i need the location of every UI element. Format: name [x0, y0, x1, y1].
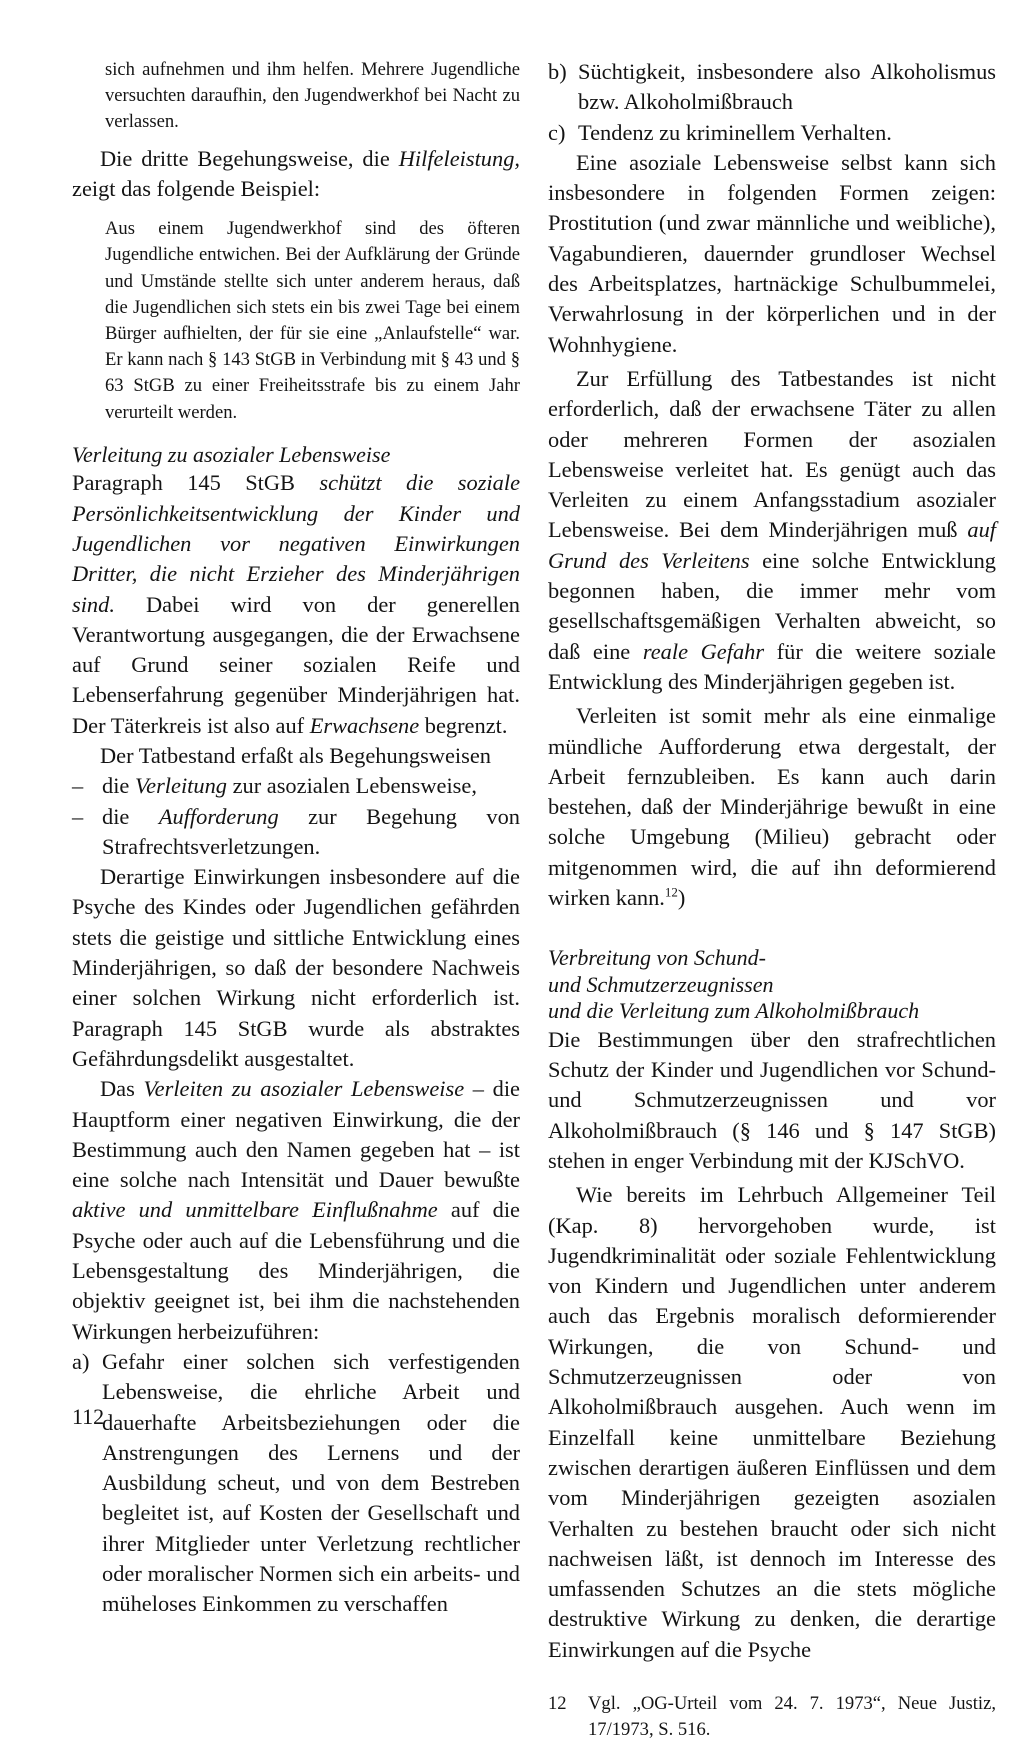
example-block: Aus einem Jugendwerkhof sind des öfteren Jugendliche entwichen. Bei der Aufklärung der Gründe und Umstände stellte sich unter anderem heraus, daß die Jugendlichen sich stets ein bis zwei Tage bei einem Bürger aufhielten, der für sie eine „Anlaufstelle“ war. Er kann nach § 143 StGB in Verbindung mit § 43 und § 63 StGB zu einer Freiheitsstrafe bis zu einem Jahr verurteilt werden. [105, 218, 520, 423]
footnote: 12 Vgl. „OG-Urteil vom 24. 7. 1973“, Neue Justiz, 17/1973, S. 516. [548, 1693, 996, 1741]
list-item-a: a) Gefahr einer solchen sich verfestigenden Lebensweise, die ehrliche Arbeit und dauerhafte Arbeitsbeziehungen oder die Anstrengungen des Lernens und der Ausbildung scheut, und von dem Bestreben begleitet ist, auf Kosten der Gesellschaft und ihrer Mitglieder unter Verletzung rechtlicher oder moralischer Normen sich ein arbeits- und müheloses Einkommen zu verschaffen [72, 1348, 520, 1617]
paragraph-asoziale-lebensweise: Eine asoziale Lebensweise selbst kann sich insbesondere in folgenden Formen zeigen: Prostitution (und zwar männliche und weibliche), Vagabundieren, dauernder grundloser Wechsel des Arbeitsplatzes, hartnäckige Schulbummelei, Verwahrlosung in der körperlichen und in der Wohnhygiene. [548, 149, 996, 357]
paragraph-145: Paragraph 145 StGB schützt die soziale Persönlichkeitsentwicklung der Kinder und Jugendlichen vor negativen Einwirkungen Dritter, die nicht Erzieher des Minderjährigen sind. Dabei wird von der generellen Verantwortung ausgegangen, die der Erwachsene auf Grund seiner sozialen Reife und Lebenserfahrung gegenüber Minderjährigen hat. Der Täterkreis ist also auf Erwachsene begrenzt. [72, 470, 521, 738]
example-continuation: sich aufnehmen und ihm helfen. Mehrere Jugendliche versuchten daraufhin, den Jugendwerkhof bei Nacht zu verlassen. [105, 59, 520, 133]
footnote-reference: 12 [664, 884, 678, 900]
paragraph-lehrbuch: Wie bereits im Lehrbuch Allgemeiner Teil (Kap. 8) hervorgehoben wurde, ist Jugendkriminalität oder soziale Fehlentwicklung von Kindern und Jugendlichen unter anderem auch das Ergebnis moralisch deformierender Wirkungen, die von Schund- und Schmutzerzeugnissen oder von Alkoholmißbrauch ausgehen. Auch wenn im Einzelfall keine unmittelbare Beziehung zwischen derartigen äußeren Einflüssen und dem vom Minderjährigen gezeigten asozialen Verhalten zu bestehen braucht oder sich nicht nachweisen läßt, ist dennoch im Interesse des umfassenden Schutzes an die stets mögliche destruktive Wirkung zu denken, die derartige Einwirkungen auf die Psyche [548, 1182, 996, 1662]
paragraph-einwirkungen: Derartige Einwirkungen insbesondere auf die Psyche des Kindes oder Jugendlichen gefährden stets die geistige und sittliche Entwicklung eines Minderjährigen, so daß der besondere Nachweis einer solchen Wirkung nicht erforderlich ist. Paragraph 145 StGB wurde als abstraktes Gefährdungsdelikt ausgestaltet. [72, 864, 520, 1071]
list-item-b: b) Süchtigkeit, insbesondere also Alkoholismus bzw. Alkoholmißbrauch [548, 59, 996, 115]
page-number: 112 [72, 1404, 105, 1429]
paragraph-verleiten-mehr: Verleiten ist somit mehr als eine einmalige mündliche Aufforderung etwa dergestalt, der Arbeit fernzubleiben. Es kann auch darin bestehen, daß der Minderjährige bewußt in eine solche Umgebung (Milieu) gebracht oder mitgenommen wird, die auf ihn deformierend wirken kann.$^{12}$) [548, 703, 996, 911]
paragraph-hilfeleistung: Die dritte Begehungsweise, die Hilfeleistung, zeigt das folgende Beispiel: [72, 145, 520, 201]
list-item: – die Aufforderung zur Begehung von Strafrechtsverletzungen. [72, 803, 521, 859]
section-heading-verleitung: Verleitung zu asozialer Lebensweise [72, 441, 391, 467]
list-item-c: c) Tendenz zu kriminellem Verhalten. [548, 119, 892, 145]
section-heading-schund-1: Verbreitung von Schund- [548, 945, 766, 971]
section-heading-schund-2: und Schmutzerzeugnissen [548, 971, 774, 997]
paragraph-begehungsweisen: Der Tatbestand erfaßt als Begehungsweisen [100, 743, 491, 768]
left-column [72, 57, 520, 1620]
list-item: – die Verleitung zur asozialen Lebensweise, [72, 773, 477, 799]
section-heading-schund-3: und die Verleitung zum Alkoholmißbrauch [548, 998, 920, 1024]
right-column [548, 57, 996, 1743]
paragraph-bestimmungen: Die Bestimmungen über den strafrechtlichen Schutz der Kinder und Jugendlichen vor Schund- und Schmutzerzeugnissen und vor Alkoholmißbrauch (§ 146 und § 147 StGB) stehen in enger Verbindung mit der KJSchVO. [548, 1026, 996, 1173]
paragraph-tatbestand: Zur Erfüllung des Tatbestandes ist nicht erforderlich, daß der erwachsene Täter zu allen oder mehreren Formen der asozialen Lebensweise verleitet hat. Es genügt auch das Verleiten zu einem Anfangsstadium asozialer Lebensweise. Bei dem Minderjährigen muß auf Grund des Verleitens eine solche Entwicklung begonnen haben, die immer mehr vom gesellschaftsgemäßigen Verhalten abweicht, so daß eine reale Gefahr für die weitere soziale Entwicklung des Minderjährigen gegeben ist. [548, 365, 996, 694]
paragraph-verleiten: Das Verleiten zu asozialer Lebensweise – die Hauptform einer negativen Einwirkung, die der Bestimmung auch den Namen gegeben hat – ist eine solche nach Intensität und Dauer bewußte aktive und unmittelbare Einflußnahme auf die Psyche oder auch auf die Lebensführung und die Lebensgestaltung des Minderjährigen, die objektiv geeignet ist, bei ihm die nachstehenden Wirkungen herbeizuführen: [72, 1076, 521, 1344]
